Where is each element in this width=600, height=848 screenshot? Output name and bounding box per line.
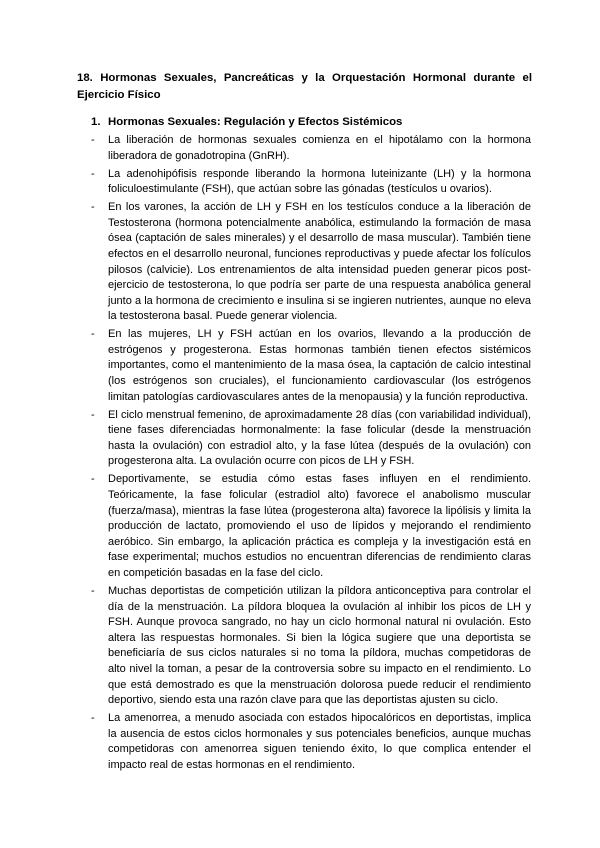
- list-item: [91, 327, 531, 405]
- bullet-dash: -: [91, 584, 95, 597]
- bullet-dash: -: [91, 473, 95, 486]
- bullet-dash: -: [91, 134, 95, 146]
- list-item-text: La liberación de hormonas sexuales comienza en el hipotálamo con la hormona liberadora de gonadotropina (GnRH).: [108, 134, 531, 162]
- list-item: [91, 167, 531, 198]
- section-heading-text: Hormonas Sexuales: Regulación y Efectos Sistémicos: [108, 116, 403, 128]
- list-item-text: En los varones, la acción de LH y FSH en los testículos conduce a la liberación de Testosterona (hormona potencialmente anabólica, estimulando la formación de masa ósea (captación de sales minerales) y el desarrollo de masa muscular). También tiene efectos en el desarrollo neuronal, funciones reproductivas y puede afectar los folículos pilosos (calvicie). Los entrenamientos de alta intensidad pueden generar picos post-ejercicio de testosterona, lo que podría ser parte de una respuesta anabólica general junto a la hormona de crecimiento e insulina si se ingieren nutrientes, aunque no eleva la testosterona basal. Puede generar violencia.: [108, 201, 531, 323]
- list-item: [91, 133, 531, 164]
- list-item-text: El ciclo menstrual femenino, de aproximadamente 28 días (con variabilidad individual), tiene fases diferenciadas hormonalmente: la fase folicular (desde la menstruación hasta la ovulación) con estradiol alto, y la fase lútea (después de la ovulación) con progesterona alta. La ovulación ocurre con picos de LH y FSH.: [108, 408, 531, 468]
- list-item: [91, 200, 531, 325]
- section-heading: [91, 114, 531, 130]
- list-item: [91, 584, 531, 709]
- bullet-dash: -: [91, 201, 95, 214]
- list-item-text: La adenohipófisis responde liberando la hormona luteinizante (LH) y la hormona foliculoestimulante (FSH), que actúan sobre las gónadas (testículos u ovarios).: [108, 167, 531, 196]
- section-sex-hormones: [91, 114, 531, 776]
- list-item: [91, 408, 531, 470]
- list-item-text: La amenorrea, a menudo asociada con estados hipocalóricos en deportistas, implica la ausencia de estos ciclos hormonales y sus potenciales beneficios, aunque muchas competidoras con amenorrea siguen teniendo éxito, lo que complica entender el impacto real de estas hormonas en el rendimiento.: [108, 712, 531, 771]
- list-item: [91, 472, 531, 581]
- bullet-dash: -: [91, 712, 95, 725]
- bullet-dash: -: [91, 328, 95, 341]
- document-title: 18. Hormonas Sexuales, Pancreáticas y la Orquestación Hormonal durante el Ejercicio Físico: [77, 72, 532, 101]
- bullet-dash: -: [91, 167, 95, 180]
- list-item: [91, 711, 531, 773]
- list-item-text: En las mujeres, LH y FSH actúan en los ovarios, llevando a la producción de estrógenos y progesterona. Estas hormonas también tienen efectos sistémicos importantes, como el mantenimiento de la masa ósea, la captación de calcio intestinal (los estrógenos son cruciales), el funcionamiento cardiovascular (los estrógenos limitan patologías cardiovasculares antes de la menopausia) y la función reproductiva.: [108, 328, 531, 403]
- bullet-list: [91, 133, 531, 773]
- list-item-text: Deportivamente, se estudia cómo estas fases influyen en el rendimiento. Teóricamente, la fase folicular (estradiol alto) favorece el anabolismo muscular (fuerza/masa), mientras la fase lútea (progesterona alta) favorece la lipólisis y limita la producción de lactato, promoviendo el uso de lípidos y mejorando el rendimiento aeróbico. Sin embargo, la aplicación práctica es compleja y la investigación está en fase experimental; muchos estudios no encuentran diferencias de rendimiento claras en competición basadas en la fase del ciclo.: [108, 473, 531, 579]
- list-item-text: Muchas deportistas de competición utilizan la píldora anticonceptiva para controlar el día de la menstruación. La píldora bloquea la ovulación al inhibir los picos de LH y FSH. Aunque provoca sangrado, no hay un ciclo hormonal natural ni ovulación. Esto altera las respuestas hormonales. Si bien la lógica sugiere que una deportista se beneficiaría de sus ciclos naturales si no toma la píldora, muchas competidoras de alto nivel la toman, a pesar de la controversia sobre su impacto en el rendimiento. Lo que está demostrado es que la menstruación dolorosa puede reducir el rendimiento deportivo, siendo esta una razón clave para que las deportistas ajusten su ciclo.: [108, 584, 531, 707]
- section-number: 1.: [91, 116, 101, 128]
- bullet-dash: -: [91, 408, 95, 421]
